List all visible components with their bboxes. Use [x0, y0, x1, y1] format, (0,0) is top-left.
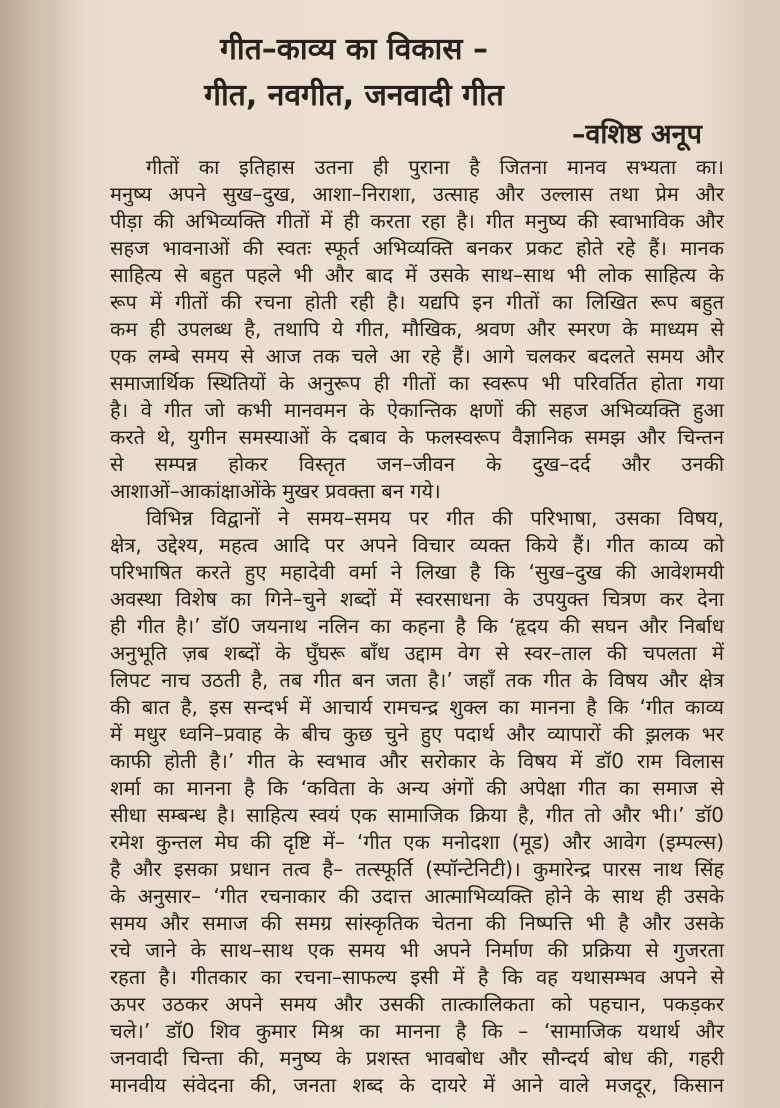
text-line: ऊपर उठकर अपने समय और उसकी तात्कालिकता को पहचान, पकड़कर — [110, 992, 724, 1016]
text-line: चले।’ डॉ0 शिव कुमार मिश्र का मानना है कि – ‘सामाजिक यथार्थ और — [110, 1019, 724, 1043]
text-line: अनुभूति ज़ब शब्दों के घुँघरू बाँध उद्दाम वेग से स्वर–ताल की चपलता में — [110, 641, 724, 665]
text-line: समाजार्थिक स्थितियों के अनुरूप ही गीतों का स्वरूप भी परिवर्तित होता गया — [110, 371, 724, 395]
paragraph — [110, 154, 724, 505]
text-line: है। वे गीत जो कभी मानवमन के ऐकान्तिक क्षणों की सहज अभिव्यक्ति हुआ — [110, 398, 724, 422]
text-line: साहित्य से बहुत पहले भी और बाद में उसके साथ–साथ भी लोक साहित्य के — [110, 263, 724, 287]
text-line: रूप में गीतों की रचना होती रही है। यद्यपि इन गीतों का लिखित रूप बहुत — [110, 290, 724, 314]
text-line: विभिन्न विद्वानों ने समय–समय पर गीत की परिभाषा, उसका विषय, — [146, 506, 724, 530]
text-line: कम ही उपलब्ध है, तथापि ये गीत, मौखिक, श्रवण और स्मरण के माध्यम से — [110, 317, 724, 341]
text-line: रचे जाने के साथ–साथ एक समय भी अपने निर्माण की प्रक्रिया से गुजरता — [110, 938, 724, 962]
text-line: पीड़ा की अभिव्यक्ति गीतों में ही करता रहा है। गीत मनुष्य की स्वाभाविक और — [110, 209, 724, 233]
text-line: रहता है। गीतकार का रचना–साफल्य इसी में है कि वह यथासम्भव अपने से — [110, 965, 724, 989]
text-line: सहज भावनाओं की स्वतः स्फूर्त अभिव्यक्ति बनकर प्रकट होते रहे हैं। मानक — [110, 236, 724, 260]
text-line: सीधा सम्बन्ध है। साहित्य स्वयं एक सामाजिक क्रिया है, गीत तो और भी।’ डॉ0 — [110, 803, 724, 827]
text-line: जनवादी चिन्ता की, मनुष्य के प्रशस्त भावबोध और सौन्दर्य बोध की, गहरी — [110, 1046, 724, 1070]
text-line: गीतों का इतिहास उतना ही पुराना है जितना मानव सभ्यता का। — [146, 155, 724, 179]
text-line: मानवीय संवेदना की, जनता शब्द के दायरे में आने वाले मजदूर, किसान — [110, 1073, 724, 1097]
text-line: क्षेत्र, उद्देश्य, महत्व आदि पर अपने विचार व्यक्त किये हैं। गीत काव्य को — [110, 533, 724, 557]
page-edge-shadow — [0, 0, 44, 1108]
text-line: परिभाषित करते हुए महादेवी वर्मा ने लिखा है कि ‘सुख–दुख की आवेशमयी — [110, 560, 724, 584]
text-line: लिपट नाच उठती है, तब गीत बन जता है।’ जहाँ तक गीत के विषय और क्षेत्र — [110, 668, 724, 692]
text-line: एक लम्बे समय से आज तक चले आ रहे हैं। आगे चलकर बदलते समय और — [110, 344, 724, 368]
text-line: मनुष्य अपने सुख–दुख, आशा–निराशा, उत्साह और उल्लास तथा प्रेम और — [110, 182, 724, 206]
text-line: से सम्पन्न होकर विस्तृत जन–जीवन के दुख–दर्द और उनकी — [110, 452, 724, 476]
text-line: अवस्था विशेष का गिने–चुने शब्दों में स्वरसाधना के उपयुक्त चित्रण कर देना — [110, 587, 724, 611]
text-line: के अनुसार– ‘गीत रचनाकार की उदात्त आत्माभिव्यक्ति होने के साथ ही उसके — [110, 884, 724, 908]
text-line: रमेश कुन्तल मेघ की दृष्टि में– ‘गीत एक मनोदशा (मूड) और आवेग (इम्पल्स) — [110, 830, 724, 854]
article-body — [110, 154, 724, 1099]
author-name: –वशिष्ठ अनूप — [571, 119, 702, 150]
text-line: आशाओं–आकांक्षाओंके मुखर प्रवक्ता बन गये। — [110, 479, 441, 503]
text-line: की बात है, इस सन्दर्भ में आचार्य रामचन्द्र शुक्ल का मानना है कि ‘गीत काव्य — [110, 695, 724, 719]
title-line-1: गीत–काव्य का विकास – — [220, 32, 488, 67]
text-line: है और इसका प्रधान तत्व है– तत्स्फूर्ति (स्पॉन्टेनिटी)। कुमारेन्द्र पारस नाथ सिंह — [110, 857, 724, 881]
book-page — [44, 0, 744, 1108]
text-line: में मधुर ध्वनि–प्रवाह के बीच कुछ चुने हुए पदार्थ और व्यापारों की झ़लक भर — [110, 722, 724, 746]
text-line: शर्मा का मानना है कि ‘कविता के अन्य अंगों की अपेक्षा गीत का समाज से — [110, 776, 724, 800]
text-line: समय और समाज की समग्र सांस्कृतिक चेतना की निष्पत्ति भी है और उसके — [110, 911, 724, 935]
text-line: ही गीत है।’ डॉ0 जयनाथ नलिन का कहना है कि ‘हृदय की सघन और निर्बाध — [110, 614, 724, 638]
text-line: करते थे, युगीन समस्याओं के दबाव के फलस्वरूप वैज्ञानिक समझ और चिन्तन — [110, 425, 724, 449]
paragraph — [110, 505, 724, 1099]
title-line-2: गीत, नवगीत, जनवादी गीत — [204, 78, 504, 113]
text-line: काफी होती है।’ गीत के स्वभाव और सरोकार के विषय में डॉ0 राम विलास — [110, 749, 724, 773]
